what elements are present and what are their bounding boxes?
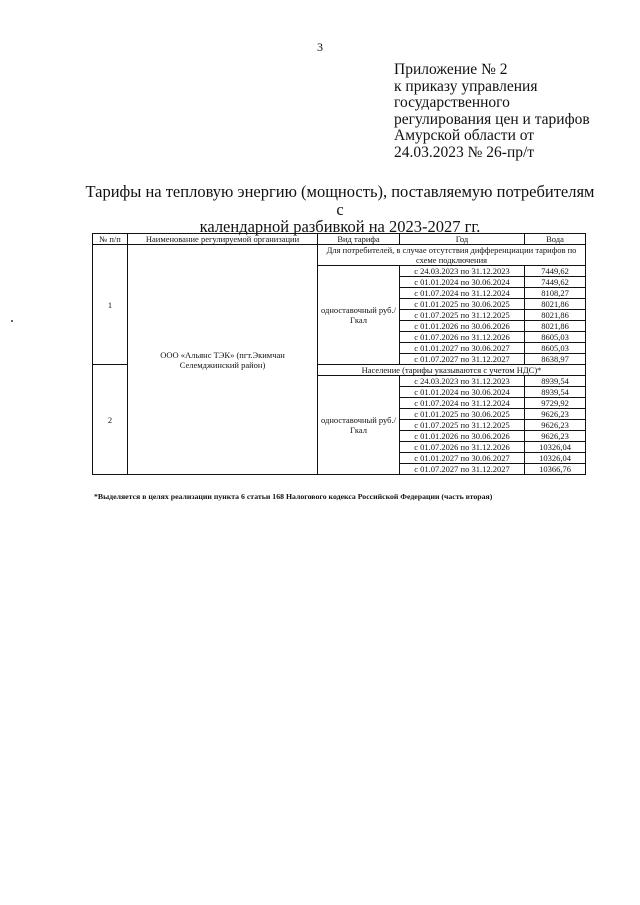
period-cell: с 01.01.2025 по 30.06.2025: [400, 409, 525, 420]
value-cell: 8021,86: [525, 321, 586, 332]
value-cell: 10326,04: [525, 453, 586, 464]
value-cell: 8605,03: [525, 332, 586, 343]
tariff-type: одноставочный руб./Гкал: [318, 376, 400, 475]
tariff-table: [92, 233, 586, 475]
period-cell: с 24.03.2023 по 31.12.2023: [400, 266, 525, 277]
period-cell: с 01.01.2026 по 30.06.2026: [400, 431, 525, 442]
period-cell: с 01.07.2026 по 31.12.2026: [400, 442, 525, 453]
value-cell: 10366,76: [525, 464, 586, 475]
organization-name: ООО «Альянс ТЭК» (пгт.Экимчан Селемджинский район): [128, 245, 318, 475]
value-cell: 9626,23: [525, 409, 586, 420]
period-cell: с 01.01.2027 по 30.06.2027: [400, 343, 525, 354]
appendix-line: государственного: [394, 94, 510, 111]
group-subtitle: Для потребителей, в случае отсутствия дифференциации тарифов по схеме подключения: [318, 245, 586, 266]
tariff-type: одноставочный руб./Гкал: [318, 266, 400, 365]
value-cell: 8939,54: [525, 376, 586, 387]
appendix-line: регулирования цен и тарифов: [394, 110, 590, 128]
header-type: Вид тарифа: [318, 234, 400, 245]
value-cell: 8021,86: [525, 299, 586, 310]
title-line: календарной разбивкой на 2023-2027 гг.: [199, 217, 481, 236]
appendix-line: Приложение № 2: [394, 61, 508, 78]
appendix-line: к приказу управления: [394, 77, 538, 95]
header-org: Наименование регулируемой организации: [128, 234, 318, 245]
value-cell: 8939,54: [525, 387, 586, 398]
value-cell: 10326,04: [525, 442, 586, 453]
period-cell: с 01.01.2026 по 30.06.2026: [400, 321, 525, 332]
title-line: Тарифы на тепловую энергию (мощность), поставляемую потребителям с: [85, 182, 595, 219]
group-number: 2: [93, 365, 128, 475]
value-cell: 9729,92: [525, 398, 586, 409]
table-body: [93, 245, 586, 475]
footnote: *Выделяется в целях реализации пункта 6 статьи 168 Налогового кодекса Российской Федерации (часть вторая): [94, 492, 493, 501]
period-cell: с 01.01.2027 по 30.06.2027: [400, 453, 525, 464]
period-cell: с 01.07.2027 по 31.12.2027: [400, 354, 525, 365]
header-water: Вода: [525, 234, 586, 245]
value-cell: 8021,86: [525, 310, 586, 321]
header-num: № п/п: [93, 234, 128, 245]
appendix-line: 24.03.2023 № 26-пр/т: [394, 143, 535, 161]
scan-speck: [11, 320, 13, 322]
period-cell: с 01.07.2025 по 31.12.2025: [400, 420, 525, 431]
value-cell: 7449,62: [525, 266, 586, 277]
value-cell: 8108,27: [525, 288, 586, 299]
period-cell: с 01.07.2025 по 31.12.2025: [400, 310, 525, 321]
value-cell: 8638,97: [525, 354, 586, 365]
value-cell: 8605,03: [525, 343, 586, 354]
period-cell: с 24.03.2023 по 31.12.2023: [400, 376, 525, 387]
header-year: Год: [400, 234, 525, 245]
value-cell: 9626,23: [525, 420, 586, 431]
appendix-line: Амурской области от: [394, 127, 535, 144]
period-cell: с 01.01.2024 по 30.06.2024: [400, 387, 525, 398]
group-subtitle-row: [93, 245, 586, 266]
group-number: 1: [93, 245, 128, 365]
appendix-block: [394, 62, 634, 161]
period-cell: с 01.07.2024 по 31.12.2024: [400, 288, 525, 299]
value-cell: 9626,23: [525, 431, 586, 442]
period-cell: с 01.07.2027 по 31.12.2027: [400, 464, 525, 475]
group-subtitle: Население (тарифы указываются с учетом НДС)*: [318, 365, 586, 376]
value-cell: 7449,62: [525, 277, 586, 288]
page-number: 3: [317, 40, 323, 54]
period-cell: с 01.01.2024 по 30.06.2024: [400, 277, 525, 288]
period-cell: с 01.07.2026 по 31.12.2026: [400, 332, 525, 343]
period-cell: с 01.01.2025 по 30.06.2025: [400, 299, 525, 310]
period-cell: с 01.07.2024 по 31.12.2024: [400, 398, 525, 409]
document-title: [80, 183, 600, 236]
